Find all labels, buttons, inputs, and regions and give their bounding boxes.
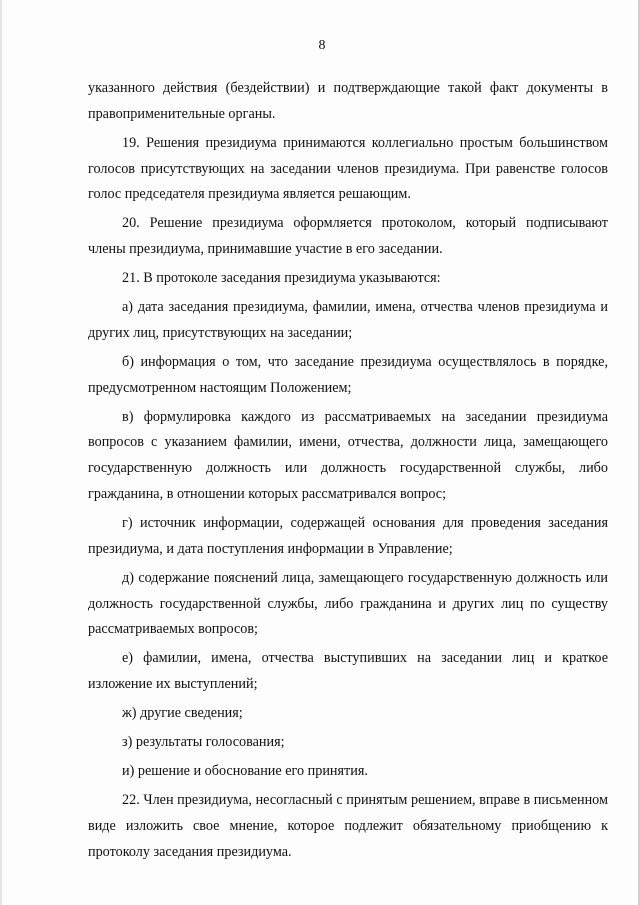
paragraph-subitem-i: и) решение и обоснование его принятия. xyxy=(122,763,368,780)
paragraph-subitem-e: е) фамилии, имена, отчества выступивших на заседании лиц и краткое изложение их выступлений; xyxy=(88,650,608,693)
paragraph-subitem-d: д) содержание пояснений лица, замещающего государственную должность или должность государственной службы, либо гражданина и других лиц по существу рассматриваемых вопросов; xyxy=(88,569,608,638)
paragraph-subitem-g: г) источник информации, содержащей основания для проведения заседания президиума, и дата поступления информации в Управление; xyxy=(88,515,608,557)
document-body xyxy=(88,76,608,869)
paragraph-subitem-zh: ж) другие сведения; xyxy=(122,705,243,722)
paragraph-subitem-a: а) дата заседания президиума, фамилии, имена, отчества членов президиума и других лиц, присутствующих на заседании; xyxy=(88,299,608,341)
paragraph-item-21: 21. В протоколе заседания президиума указываются: xyxy=(122,270,441,287)
paragraph-item-20: 20. Решение президиума оформляется протоколом, который подписывают члены президиума, принимавшие участие в его заседании. xyxy=(88,215,608,258)
paragraph-subitem-v: в) формулировка каждого из рассматриваемых на заседании президиума вопросов с указанием фамилии, имени, отчества, должности лица, замещающего государственную должность или должность государственной службы, либо гражданина, в отношении которых рассматривался вопрос; xyxy=(88,408,608,503)
paragraph-continuation: указанного действия (бездействии) и подтверждающие такой факт документы в правоприменительные органы. xyxy=(88,80,608,122)
page-number: 8 xyxy=(318,38,326,53)
paragraph-subitem-b: б) информация о том, что заседание президиума осуществлялось в порядке, предусмотренном настоящим Положением; xyxy=(88,353,608,396)
paragraph-subitem-z: з) результаты голосования; xyxy=(122,734,285,751)
paragraph-item-19: 19. Решения президиума принимаются коллегиально простым большинством голосов присутствующих на заседании членов президиума. При равенстве голосов голос председателя президиума является решающим. xyxy=(88,134,608,203)
paragraph-item-22: 22. Член президиума, несогласный с принятым решением, вправе в письменном виде изложить свое мнение, которое подлежит обязательному приобщению к протоколу заседания президиума. xyxy=(88,792,608,860)
